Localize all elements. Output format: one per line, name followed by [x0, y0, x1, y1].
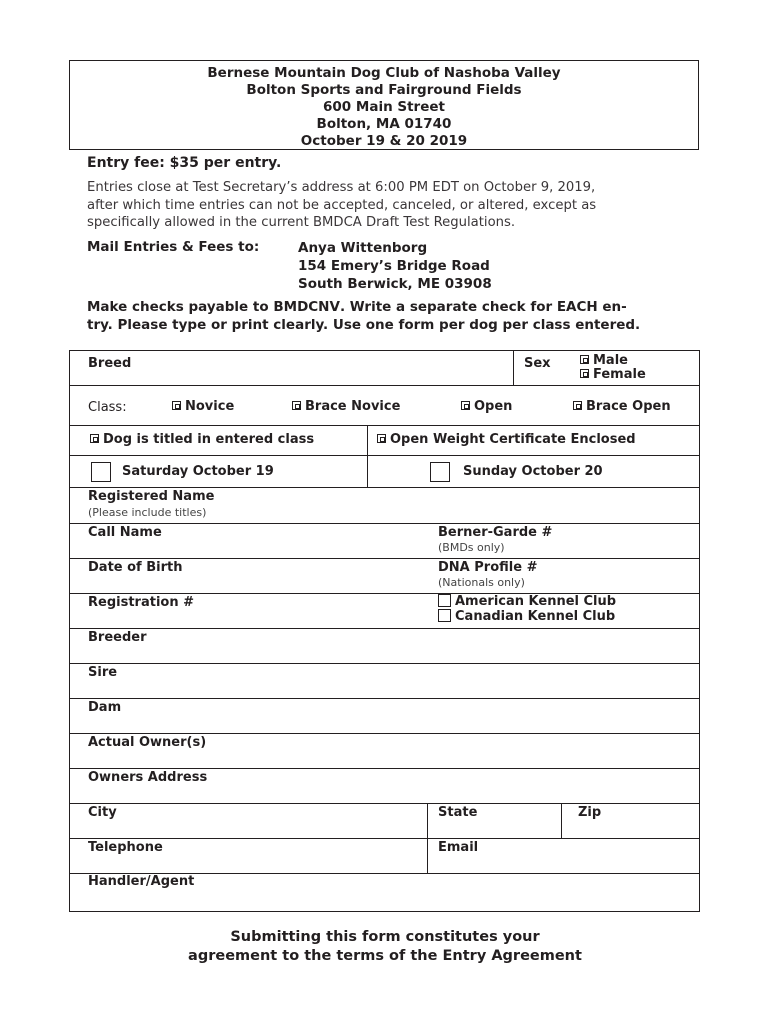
class-brace-novice-option[interactable]: [292, 399, 400, 414]
dna-note: (Nationals only): [438, 576, 525, 589]
entries-close-line: specifically allowed in the current BMDCA Draft Test Regulations.: [87, 215, 516, 230]
checkbox-icon[interactable]: [438, 609, 451, 622]
class-brace-open-label: Brace Open: [586, 399, 671, 414]
divider: [70, 523, 699, 524]
divider: [70, 803, 699, 804]
breeder-label: Breeder: [88, 630, 147, 645]
entries-close-text: [87, 179, 596, 232]
registration-label: Registration #: [88, 595, 194, 610]
class-novice-label: Novice: [185, 399, 235, 414]
zip-label: Zip: [578, 805, 602, 820]
berner-garde-note: (BMDs only): [438, 541, 505, 554]
entries-close-line: Entries close at Test Secretary’s address at 6:00 PM EDT on October 9, 2019,: [87, 180, 596, 195]
sex-female-option[interactable]: [580, 367, 646, 382]
entry-fee: Entry fee: $35 per entry.: [87, 155, 282, 171]
call-name-label: Call Name: [88, 525, 162, 540]
divider: [70, 487, 699, 488]
telephone-label: Telephone: [88, 840, 163, 855]
divider: [70, 768, 699, 769]
checkbox-icon[interactable]: [573, 401, 582, 410]
footer-line2: agreement to the terms of the Entry Agreement: [188, 948, 582, 964]
saturday-label: Saturday October 19: [122, 464, 274, 479]
ckc-label: Canadian Kennel Club: [455, 609, 616, 624]
class-brace-novice-label: Brace Novice: [305, 399, 401, 414]
sex-male-label: Male: [593, 353, 628, 368]
registered-name-label: Registered Name: [88, 489, 215, 504]
checks-rest: . Write a separate check for EACH en-: [339, 299, 627, 315]
venue-name: Bolton Sports and Fairground Fields: [246, 82, 522, 98]
divider: [70, 698, 699, 699]
mail-street: 154 Emery’s Bridge Road: [298, 258, 490, 274]
footer-line1: Submitting this form constitutes your: [230, 929, 540, 945]
checkbox-icon[interactable]: [580, 355, 589, 364]
checks-prefix: Make checks payable to: [87, 299, 274, 315]
checkbox-icon[interactable]: [90, 434, 99, 443]
event-dates: October 19 & 20 2019: [300, 133, 468, 149]
owners-address-label: Owners Address: [88, 770, 208, 785]
dob-label: Date of Birth: [88, 560, 183, 575]
divider: [513, 351, 514, 385]
titled-option[interactable]: [90, 432, 314, 447]
checkbox-icon[interactable]: [292, 401, 301, 410]
checkbox-icon[interactable]: [461, 401, 470, 410]
checkbox-icon[interactable]: [172, 401, 181, 410]
entries-close-line: after which time entries can not be accepted, canceled, or altered, except as: [87, 197, 597, 213]
breed-label: Breed: [88, 356, 132, 371]
divider: [70, 425, 699, 426]
saturday-checkbox[interactable]: [91, 462, 111, 482]
ckc-option[interactable]: [438, 609, 615, 624]
venue-city: Bolton, MA 01740: [316, 116, 452, 132]
akc-option[interactable]: [438, 594, 616, 609]
divider: [561, 803, 562, 838]
open-weight-label: Open Weight Certificate Enclosed: [390, 432, 636, 447]
divider: [70, 733, 699, 734]
mail-name: Anya Wittenborg: [298, 240, 428, 256]
sire-label: Sire: [88, 665, 118, 680]
divider: [427, 803, 428, 873]
venue-street: 600 Main Street: [323, 99, 445, 115]
titled-label: Dog is titled in entered class: [103, 432, 315, 447]
class-brace-open-option[interactable]: [573, 399, 671, 414]
sex-label: Sex: [524, 356, 551, 371]
divider: [367, 425, 368, 487]
entry-form: [69, 350, 700, 912]
checkbox-icon[interactable]: [377, 434, 386, 443]
class-novice-option[interactable]: [172, 399, 234, 414]
checks-line2: try. Please type or print clearly. Use one form per dog per class entered.: [87, 317, 641, 333]
owners-label: Actual Owner(s): [88, 735, 207, 750]
checkbox-icon[interactable]: [580, 369, 589, 378]
email-label: Email: [438, 840, 479, 855]
checks-payee: BMDCNV: [273, 299, 340, 315]
class-label: Class:: [88, 400, 127, 415]
divider: [70, 663, 699, 664]
open-weight-option[interactable]: [377, 432, 636, 447]
club-name: Bernese Mountain Dog Club of Nashoba Valley: [207, 65, 561, 81]
mail-address: [298, 239, 492, 293]
divider: [70, 838, 699, 839]
mail-city: South Berwick, ME 03908: [298, 276, 492, 292]
city-label: City: [88, 805, 117, 820]
class-open-label: Open: [474, 399, 513, 414]
registered-name-note: (Please include titles): [88, 506, 207, 519]
dam-label: Dam: [88, 700, 122, 715]
divider: [70, 455, 699, 456]
sex-male-option[interactable]: [580, 353, 628, 368]
mail-label: Mail Entries & Fees to:: [87, 239, 260, 255]
class-open-option[interactable]: [461, 399, 512, 414]
dna-label: DNA Profile #: [438, 560, 538, 575]
sex-female-label: Female: [593, 367, 646, 382]
checkbox-icon[interactable]: [438, 594, 451, 607]
handler-label: Handler/Agent: [88, 874, 195, 889]
sunday-checkbox[interactable]: [430, 462, 450, 482]
akc-label: American Kennel Club: [455, 594, 617, 609]
divider: [70, 558, 699, 559]
divider: [70, 628, 699, 629]
berner-garde-label: Berner-Garde #: [438, 525, 553, 540]
event-header: [69, 60, 699, 150]
sunday-label: Sunday October 20: [463, 464, 603, 479]
checks-instructions: [87, 298, 640, 334]
divider: [70, 385, 699, 386]
state-label: State: [438, 805, 478, 820]
